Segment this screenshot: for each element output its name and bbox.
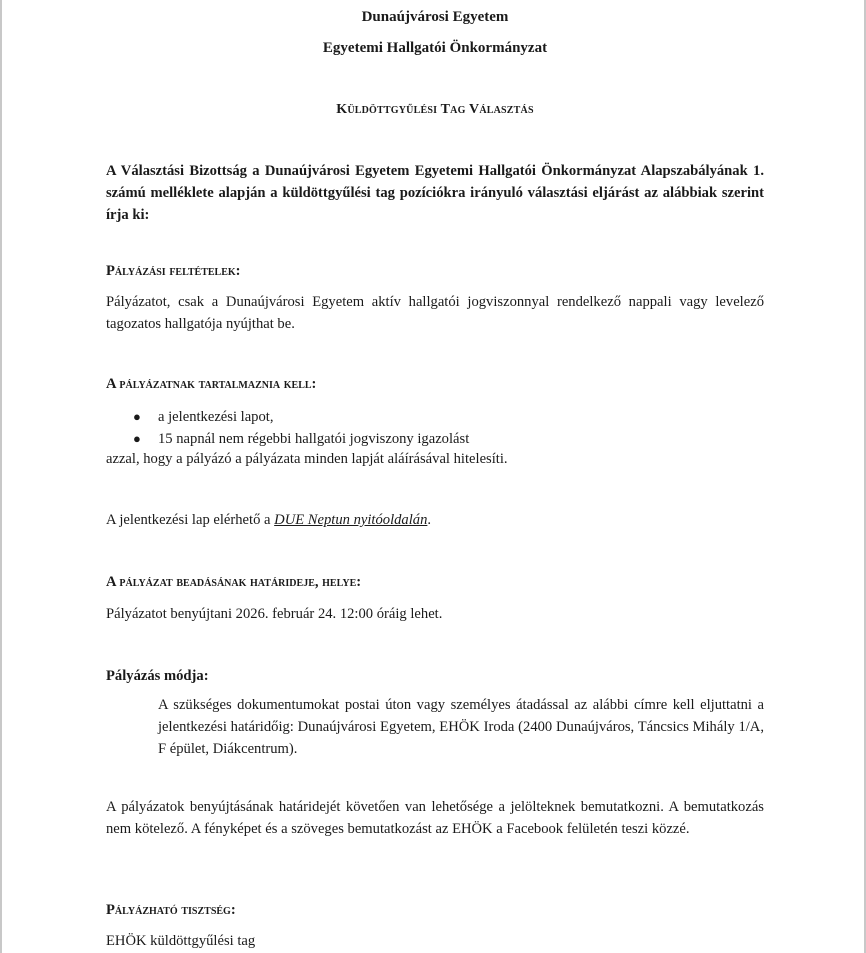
- organization-title: Egyetemi Hallgatói Önkormányzat: [322, 40, 548, 56]
- intro-paragraph: A Választási Bizottság a Dunaújvárosi Egyetem Egyetemi Hallgatói Önkormányzat Alapszabályának 1. számú melléklete alapján a küldöttgyűlési tag pozíciókra irányuló választási eljárást az alábbiak szerint írja ki:: [106, 163, 764, 223]
- deadline-paragraph: Pályázatot benyújtani 2026. február 24. 12:00 óráig lehet.: [106, 606, 443, 622]
- deadline-heading: A pályázat beadásának határideje, helye:: [106, 574, 362, 590]
- conditions-heading: Pályázási feltételek:: [106, 263, 241, 279]
- introduction-paragraph: A pályázatok benyújtásának határidejét követően van lehetősége a jelölteknek bemutatkozni. A bemutatkozás nem kötelező. A fényképet és a szöveges bemutatkozást az EHÖK a Facebook felületén teszi közzé.: [106, 799, 764, 837]
- contents-heading: A pályázatnak tartalmaznia kell:: [106, 376, 317, 392]
- bullet-icon: ●: [133, 409, 141, 424]
- neptun-link[interactable]: DUE Neptun nyitóoldalán: [274, 512, 428, 528]
- position-text: EHÖK küldöttgyűlési tag: [106, 933, 256, 949]
- list-item: [106, 428, 706, 450]
- method-heading: Pályázás módja:: [106, 668, 209, 684]
- list-item-text: a jelentkezési lapot,: [158, 409, 274, 425]
- contents-note: azzal, hogy a pályázó a pályázata minden lapját aláírásával hitelesíti.: [106, 451, 508, 467]
- bullet-icon: ●: [133, 431, 141, 446]
- form-link-suffix: .: [427, 512, 432, 528]
- form-link-prefix: A jelentkezési lap elérhető a: [106, 512, 275, 528]
- institution-title: Dunaújvárosi Egyetem: [361, 9, 509, 25]
- list-item: [106, 406, 706, 428]
- position-heading: Pályázható tisztség:: [106, 902, 236, 918]
- method-paragraph: A szükséges dokumentumokat postai úton vagy személyes átadással az alábbi címre kell eljuttatni a jelentkezési határidőig: Dunaújvárosi Egyetem, EHÖK Iroda (2400 Dunaújváros, Táncsics Mihály 1/A, F épület, Diákcentrum).: [158, 697, 764, 757]
- document-title: Küldöttgyűlési Tag Választás: [336, 102, 534, 117]
- list-item-text: 15 napnál nem régebbi hallgatói jogviszony igazolást: [158, 431, 470, 447]
- conditions-paragraph: Pályázatot, csak a Dunaújvárosi Egyetem aktív hallgatói jogviszonnyal rendelkező nappali vagy levelező tagozatos hallgatója nyújthat be.: [106, 294, 764, 332]
- form-link-paragraph: [106, 509, 431, 531]
